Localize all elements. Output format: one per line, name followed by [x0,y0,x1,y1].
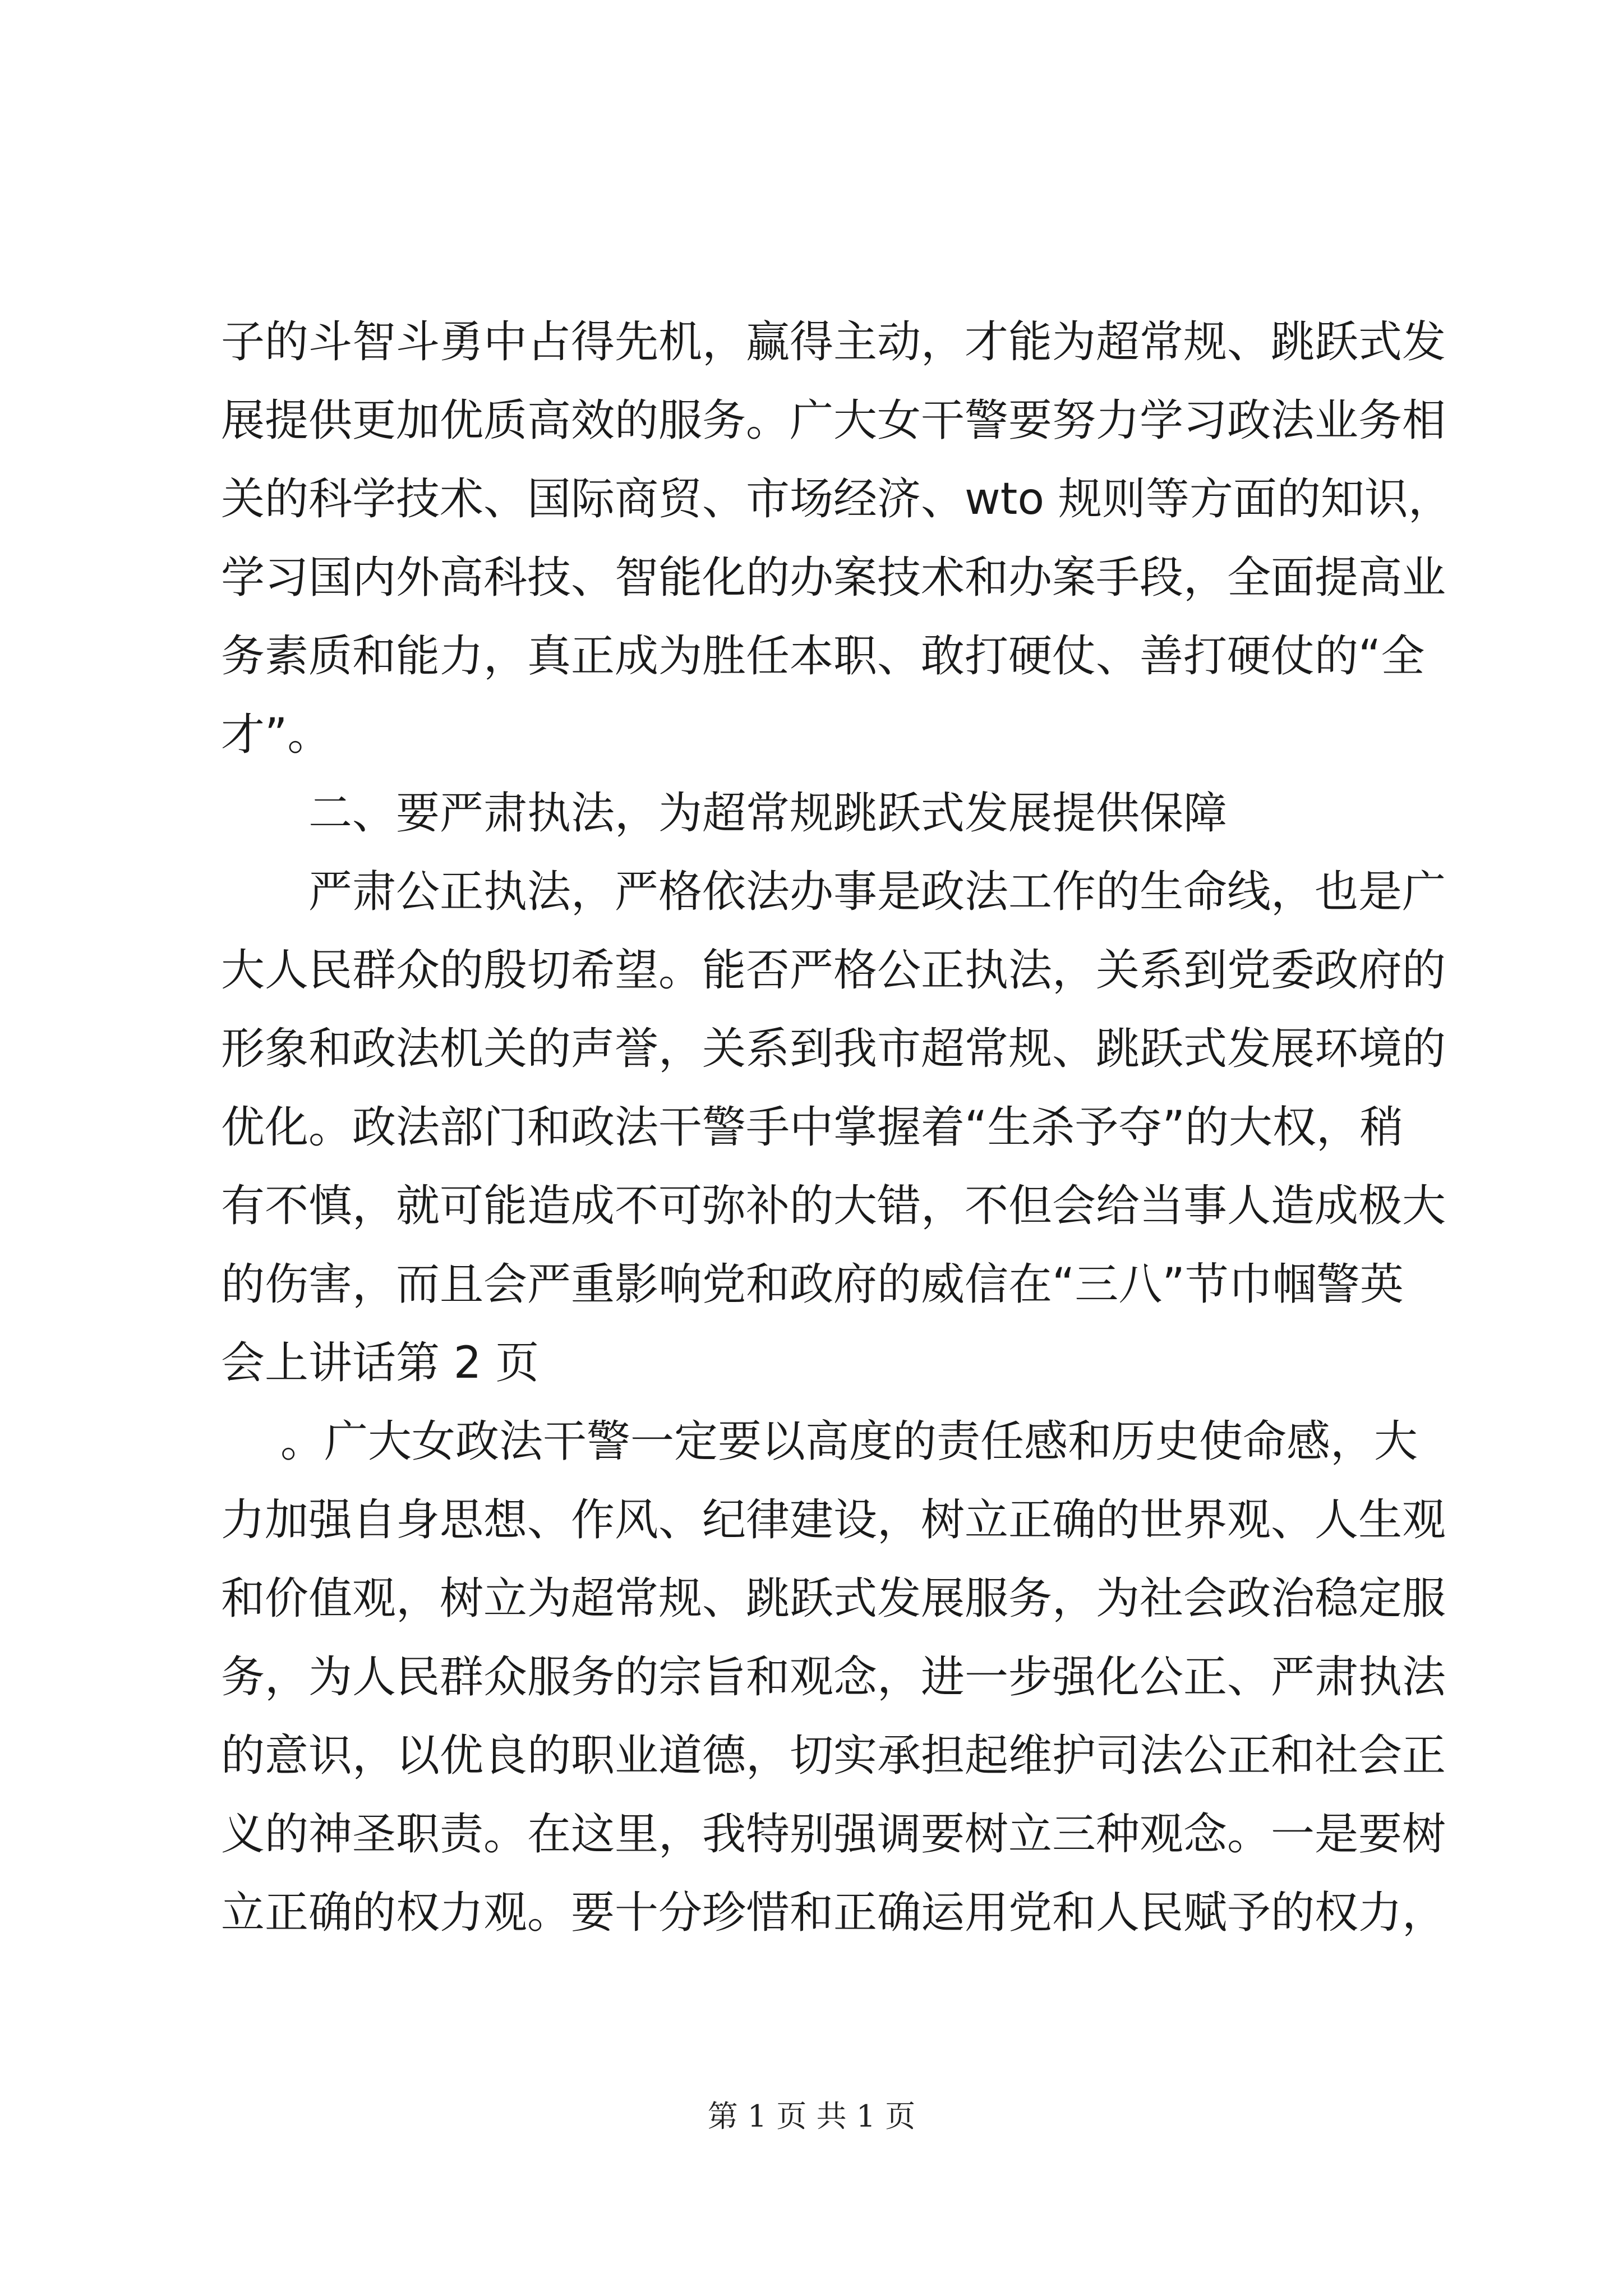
text-line-content: 立正确的权力观。要十分珍惜和正确运用党和人民赋予的权力， [221,1888,1446,1938]
text-line [0,617,1623,696]
text-line [0,1717,1623,1795]
text-line-content: 子的斗智斗勇中占得先机，赢得主动，才能为超常规、跳跃式发 [221,317,1446,367]
text-line [0,539,1623,617]
text-line-content: 会上讲话第 2 页 [221,1338,540,1388]
section-heading [0,774,1623,853]
text-line [0,1088,1623,1167]
text-line [0,1638,1623,1717]
section-heading-text: 二、要严肃执法，为超常规跳跃式发展提供保障 [308,788,1228,839]
text-line-content: 务素质和能力，真正成为胜任本职、敢打硬仗、善打硬仗的“全 [221,631,1425,682]
text-line-content: 和价值观，树立为超常规、跳跃式发展服务，为社会政治稳定服 [221,1573,1446,1624]
text-line-content: 才”。 [221,710,331,760]
text-line-content: 优化。政法部门和政法干警手中掌握着“生杀予夺”的大权，稍 [221,1102,1404,1153]
text-line [0,1167,1623,1245]
text-line-content: 务，为人民群众服务的宗旨和观念，进一步强化公正、严肃执法 [221,1652,1446,1703]
text-line-content: 力加强自身思想、作风、纪律建设，树立正确的世界观、人生观 [221,1495,1446,1545]
text-line-content: 义的神圣职责。在这里，我特别强调要树立三种观念。一是要树 [221,1809,1446,1860]
text-line [0,1795,1623,1874]
text-line-content: 大人民群众的殷切希望。能否严格公正执法，关系到党委政府的 [221,945,1446,996]
text-line [0,460,1623,539]
text-line [0,1324,1623,1402]
text-line [0,1481,1623,1559]
text-line [0,696,1623,774]
text-line-content: 的伤害，而且会严重影响党和政府的威信在“三八”节巾帼警英 [221,1259,1404,1310]
text-line-content: 。广大女政法干警一定要以高度的责任感和历史使命感，大 [280,1416,1418,1467]
text-line-content: 关的科学技术、国际商贸、市场经济、wto 规则等方面的知识， [221,474,1452,524]
text-line-content: 严肃公正执法，严格依法办事是政法工作的生命线，也是广 [308,867,1446,917]
text-line [0,1874,1623,1952]
text-line-content: 有不慎，就可能造成不可弥补的大错，不但会给当事人造成极大 [221,1181,1446,1231]
text-line [0,931,1623,1010]
text-line [0,303,1623,381]
text-line [0,1559,1623,1638]
text-line [0,853,1623,931]
text-line-content: 的意识，以优良的职业道德，切实承担起维护司法公正和社会正 [221,1731,1446,1781]
text-line [0,1010,1623,1088]
text-line [0,1245,1623,1324]
text-line-content: 形象和政法机关的声誉，关系到我市超常规、跳跃式发展环境的 [221,1024,1446,1074]
page-footer: 第 1 页 共 1 页 [707,2099,916,2134]
text-line [0,1402,1623,1481]
text-line-content: 学习国内外高科技、智能化的办案技术和办案手段，全面提高业 [221,553,1446,603]
text-line [0,381,1623,460]
text-line-content: 展提供更加优质高效的服务。广大女干警要努力学习政法业务相 [221,395,1446,446]
